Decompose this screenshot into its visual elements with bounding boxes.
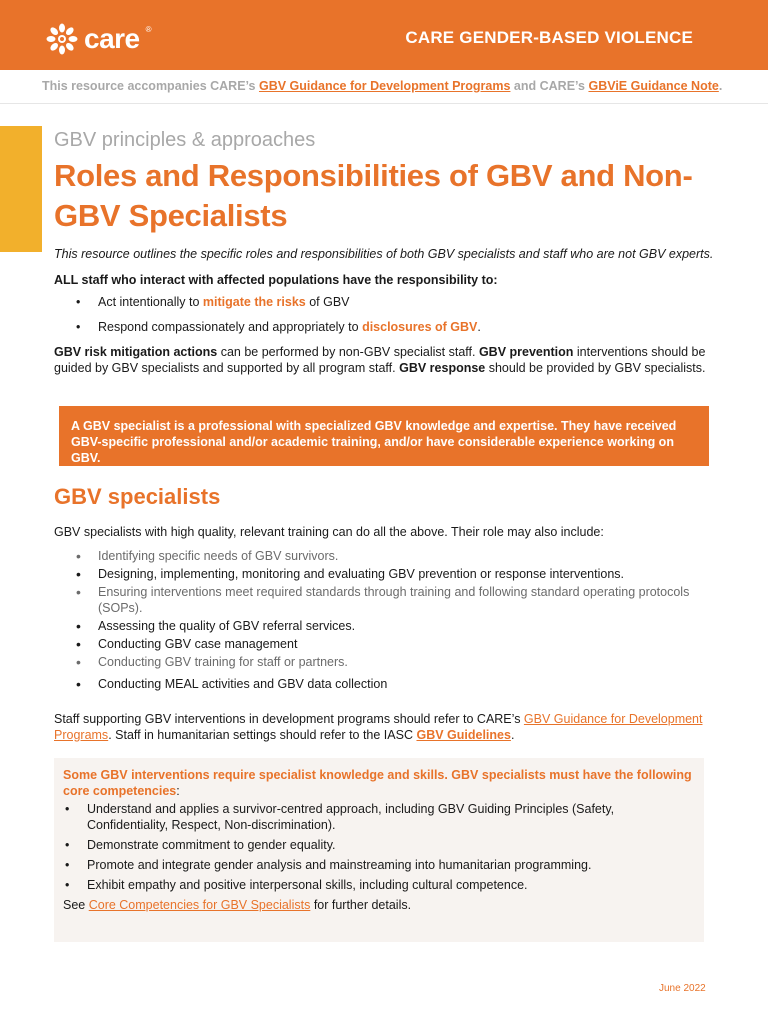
bullet-dot: •	[65, 858, 70, 872]
side-accent-tab	[0, 126, 42, 252]
list-item: • Conducting GBV training for staff or partners.	[54, 654, 714, 670]
support-text: .	[510, 728, 515, 742]
logo-wordmark: care	[84, 23, 140, 54]
competency-text: Understand and applies a survivor-centred approach, including GBV Guiding Principles (Safety, Confidentiality, Respect, Non-discrimination).	[87, 802, 615, 832]
competency-text: Exhibit empathy and positive interpersonal skills, including cultural competence.	[87, 878, 528, 892]
support-text: . Staff in humanitarian settings should refer to the IASC	[108, 728, 417, 742]
para-text: should be provided by GBV specialists.	[485, 361, 706, 375]
link-gbv-guidance-dev[interactable]: GBV Guidance for Development Programs	[258, 79, 511, 93]
list-item	[54, 294, 714, 310]
competencies-heading	[63, 767, 695, 799]
section-heading: GBV specialists	[54, 484, 221, 509]
specialist-role-list	[54, 548, 714, 694]
para-text: can be performed by non-GBV specialist staff.	[217, 345, 479, 359]
accompany-suffix: .	[718, 79, 723, 93]
list-item: • Ensuring interventions meet required standards through training and following standard operating protocols (SOPs).	[54, 584, 714, 616]
bullet-emphasis: disclosures of GBV	[362, 320, 478, 334]
list-item	[54, 319, 714, 335]
see-text: for further details.	[310, 898, 412, 912]
bold-term: GBV prevention	[478, 345, 574, 359]
care-logo[interactable]	[46, 22, 152, 56]
list-item: • Identifying specific needs of GBV survivors.	[54, 548, 714, 564]
bullet-dot: •	[65, 878, 70, 892]
header-bar	[0, 0, 768, 70]
intro-text: This resource outlines the specific roles and responsibilities of both GBV specialists and staff who are not GBV experts.	[54, 247, 714, 261]
bullet-text: .	[477, 320, 481, 334]
competencies-heading-text: Some GBV interventions require specialist knowledge and skills. GBV specialists must have the following core competencies	[63, 768, 692, 798]
link-gbv-guidance-dev-2[interactable]: GBV Guidance for Development Programs	[54, 712, 703, 742]
responsibility-list	[54, 294, 714, 335]
logo-registered-mark: ®	[145, 24, 152, 34]
care-sun-icon	[46, 23, 78, 55]
intro-section	[54, 126, 714, 376]
eyebrow-label: GBV principles & approaches	[54, 129, 316, 151]
see-more-line	[63, 897, 695, 913]
definition-callout: A GBV specialist is a professional with specialized GBV knowledge and expertise. They have received GBV-specific professional and/or academic training, and/or have considerable experience working on GBV.	[59, 406, 709, 466]
list-item	[63, 877, 695, 893]
list-item	[63, 801, 695, 833]
competency-text: Promote and integrate gender analysis and mainstreaming into humanitarian programming.	[87, 858, 592, 872]
competency-text: Demonstrate commitment to gender equality.	[87, 838, 336, 852]
support-paragraph	[54, 711, 714, 743]
link-gbv-guidelines[interactable]: GBV Guidelines	[416, 728, 511, 742]
header-title: CARE GENDER-BASED VIOLENCE	[405, 28, 693, 47]
bullet-text: of GBV	[305, 295, 350, 309]
para-text: interventions should be guided by GBV specialists and supported by all program staff.	[54, 345, 706, 375]
support-text: Staff supporting GBV interventions in development programs should refer to CARE’s	[54, 712, 524, 726]
accompany-bar	[0, 70, 768, 104]
bold-term: GBV risk mitigation actions	[54, 345, 218, 359]
competencies-box	[54, 758, 704, 942]
bullet-emphasis: mitigate the risks	[202, 295, 306, 309]
specialists-intro: GBV specialists with high quality, relevant training can do all the above. Their role may also include:	[54, 525, 604, 539]
bullet-text: Act intentionally to	[98, 295, 203, 309]
accompany-prefix: This resource accompanies CARE’s	[42, 79, 259, 93]
list-item	[63, 837, 695, 853]
competencies-list	[63, 801, 695, 893]
list-item: • Designing, implementing, monitoring and evaluating GBV prevention or response interventions.	[54, 566, 714, 582]
bullet-dot: •	[65, 838, 70, 852]
list-item: • Conducting MEAL activities and GBV data collection	[54, 676, 714, 692]
link-core-competencies[interactable]: Core Competencies for GBV Specialists	[88, 898, 311, 912]
list-item	[63, 857, 695, 873]
page-title: Roles and Responsibilities of GBV and Non-GBV Specialists	[54, 158, 693, 233]
accompany-middle: and CARE’s	[510, 79, 589, 93]
all-staff-heading: ALL staff who interact with affected populations have the responsibility to:	[54, 273, 498, 287]
list-item: • Conducting GBV case management	[54, 636, 714, 652]
bullet-dot: •	[65, 802, 70, 816]
roles-paragraph	[54, 344, 714, 376]
heading-colon: :	[176, 784, 180, 798]
list-item: • Assessing the quality of GBV referral services.	[54, 618, 714, 634]
see-text: See	[63, 898, 89, 912]
publication-date: June 2022	[659, 983, 706, 994]
bullet-text: Respond compassionately and appropriately to	[98, 320, 363, 334]
bold-term: GBV response	[399, 361, 486, 375]
link-gbvie-guidance-note[interactable]: GBViE Guidance Note	[588, 79, 719, 93]
